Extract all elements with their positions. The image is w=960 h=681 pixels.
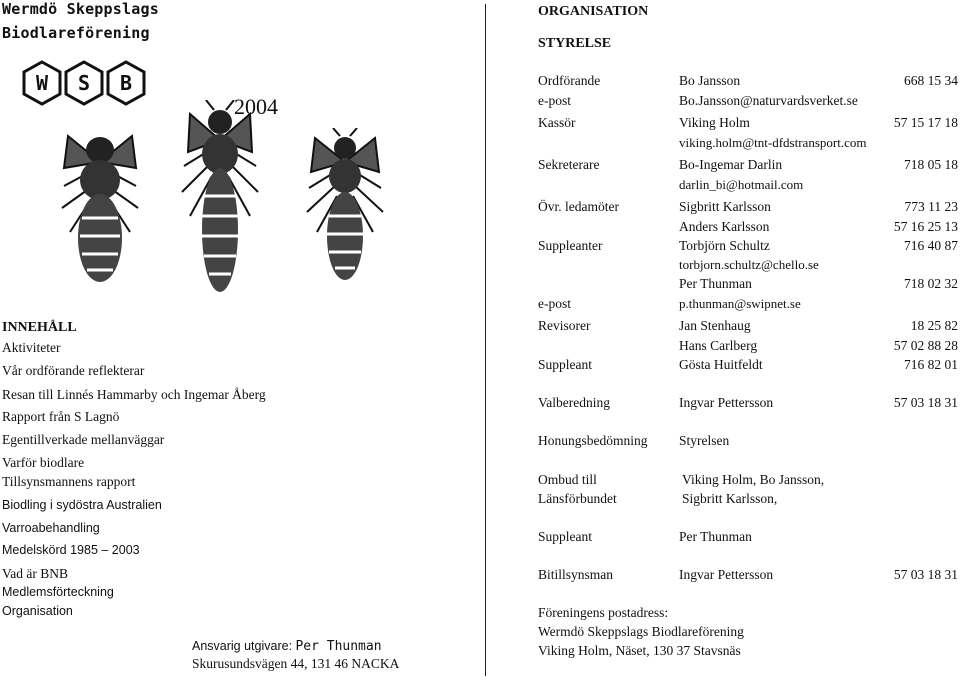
logo-letter-s: S [77, 71, 91, 95]
auditor-deputy-name: Gösta Huitfeldt [679, 357, 763, 372]
postal-line1: Wermdö Skeppslags Biodlareförening [538, 624, 744, 639]
delegate-names-line2: Sigbritt Karlsson, [682, 491, 778, 506]
auditor2-name: Hans Carlberg [679, 338, 758, 353]
role-delegate-line2: Länsförbundet [538, 491, 617, 506]
drone-bee-illustration [60, 128, 140, 298]
deputy1-name: Torbjörn Schultz [679, 238, 770, 253]
logo-letter-b: B [119, 71, 133, 95]
wsb-logo [20, 58, 148, 110]
treasurer-phone: 57 15 17 18 [893, 115, 958, 130]
auditor1-phone: 18 25 82 [910, 318, 958, 333]
toc-item-medlemsforteckning: Medlemsförteckning [2, 585, 114, 599]
member2-name: Anders Karlsson [679, 219, 770, 234]
treasurer-name: Viking Holm [679, 115, 750, 130]
column-divider [485, 4, 486, 676]
member2-phone: 57 16 25 13 [893, 219, 958, 234]
queen-bee-illustration [180, 100, 260, 300]
postal-line2: Viking Holm, Näset, 130 37 Stavsnäs [538, 643, 741, 658]
deputy2-phone: 718 02 32 [904, 276, 958, 291]
auditor2-phone: 57 02 88 28 [893, 338, 958, 353]
role-inspector: Bitillsynsman [538, 567, 614, 582]
role-chair: Ordförande [538, 73, 601, 88]
responsible-publisher [192, 638, 382, 654]
treasurer-email: viking.holm@tnt-dfdstransport.com [679, 135, 867, 150]
role-deputies: Suppleanter [538, 238, 603, 253]
board-heading: STYRELSE [538, 36, 612, 51]
toc-item-aktiviteter: Aktiviteter [2, 340, 61, 355]
postal-label: Föreningens postadress: [538, 605, 669, 620]
toc-item-ordforande: Vår ordförande reflekterar [2, 363, 145, 378]
toc-item-mellanvaggar: Egentillverkade mellanväggar [2, 432, 165, 447]
toc-item-bnb: Vad är BNB [2, 566, 68, 581]
nomination-phone: 57 03 18 31 [893, 395, 958, 410]
chair-name: Bo Jansson [679, 73, 741, 88]
deputy2-email: p.thunman@swipnet.se [679, 296, 801, 311]
member1-phone: 773 11 23 [904, 199, 958, 214]
toc-item-tillsynsmannens-rapport: Tillsynsmannens rapport [2, 474, 136, 489]
role-other-members: Övr. ledamöter [538, 199, 619, 214]
role-deputy: Suppleant [538, 357, 592, 372]
delegate-names-line1: Viking Holm, Bo Jansson, [682, 472, 825, 487]
association-name-line2: Biodlareförening [2, 24, 150, 42]
inspector-phone: 57 03 18 31 [893, 567, 958, 582]
toc-item-resan: Resan till Linnés Hammarby och Ingemar Åberg [2, 387, 266, 402]
toc-title: INNEHÅLL [2, 320, 77, 335]
role-deputy2: Suppleant [538, 529, 592, 544]
toc-item-rapport-lagno: Rapport från S Lagnö [2, 409, 120, 424]
auditor1-name: Jan Stenhaug [679, 318, 751, 333]
logo-letter-w: W [35, 71, 49, 95]
chair-phone: 668 15 34 [904, 73, 958, 88]
toc-item-varfor-biodlare: Varför biodlare [2, 455, 85, 470]
role-delegate-line1: Ombud till [538, 472, 597, 487]
role-email2: e-post [538, 296, 571, 311]
honey-name: Styrelsen [679, 433, 730, 448]
worker-bee-illustration [305, 128, 385, 298]
secretary-name: Bo-Ingemar Darlin [679, 157, 783, 172]
role-honey: Honungsbedömning [538, 433, 648, 448]
responsible-name: Per Thunman [295, 639, 382, 654]
toc-item-medelskord: Medelskörd 1985 – 2003 [2, 543, 140, 557]
secretary-phone: 718 05 18 [904, 157, 958, 172]
chair-email: Bo.Jansson@naturvardsverket.se [679, 93, 858, 108]
deputy2-name: Per Thunman [679, 276, 752, 291]
inspector-name: Ingvar Pettersson [679, 567, 774, 582]
role-email: e-post [538, 93, 571, 108]
nomination-name: Ingvar Pettersson [679, 395, 774, 410]
role-treasurer: Kassör [538, 115, 576, 130]
member1-name: Sigbritt Karlsson [679, 199, 771, 214]
issue-year: 2004 [234, 94, 278, 119]
toc-item-varroabehandling: Varroabehandling [2, 521, 100, 535]
association-name-line1: Wermdö Skeppslags [2, 0, 159, 18]
responsible-label: Ansvarig utgivare: [192, 639, 293, 653]
toc-item-australien: Biodling i sydöstra Australien [2, 498, 162, 512]
role-nomination: Valberedning [538, 395, 610, 410]
secretary-email: darlin_bi@hotmail.com [679, 177, 804, 192]
responsible-address: Skurusundsvägen 44, 131 46 NACKA [192, 656, 400, 671]
auditor-deputy-phone: 716 82 01 [904, 357, 958, 372]
deputy1-phone: 716 40 87 [904, 238, 958, 253]
toc-item-organisation: Organisation [2, 604, 73, 618]
role-secretary: Sekreterare [538, 157, 600, 172]
organisation-heading: ORGANISATION [538, 4, 649, 19]
delegate-deputy-name: Per Thunman [679, 529, 752, 544]
role-auditors: Revisorer [538, 318, 591, 333]
deputy1-email: torbjorn.schultz@chello.se [679, 257, 819, 272]
